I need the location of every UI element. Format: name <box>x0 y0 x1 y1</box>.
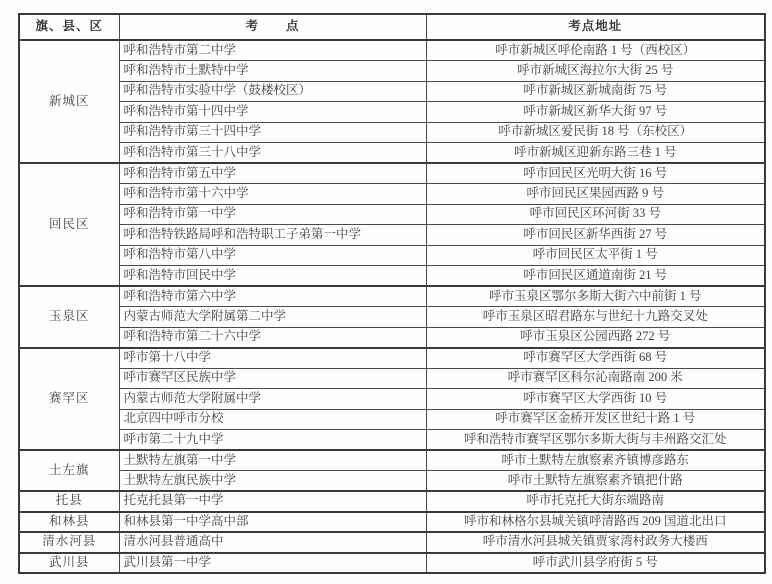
site-cell: 北京四中呼市分校 <box>119 409 426 430</box>
district-cell: 新城区 <box>19 40 119 163</box>
site-cell: 和林县第一中学高中部 <box>119 512 426 533</box>
table-row <box>19 348 765 369</box>
district-cell: 土左旗 <box>19 450 119 491</box>
site-cell: 呼和浩特市土默特中学 <box>119 61 426 82</box>
table-row <box>19 266 765 287</box>
table-row <box>19 61 765 82</box>
address-cell: 呼市新城区爱民街 18 号（东校区） <box>426 122 765 143</box>
district-cell: 和林县 <box>19 512 119 533</box>
address-cell: 呼市新城区新华大街 97 号 <box>426 102 765 123</box>
address-cell: 呼市玉泉区鄂尔多斯大街六中前街 1 号 <box>426 286 765 307</box>
address-cell: 呼市回民区光明大街 16 号 <box>426 163 765 184</box>
site-cell: 呼和浩特市第二中学 <box>119 40 426 61</box>
table-row <box>19 143 765 164</box>
site-cell: 呼和浩特市第十六中学 <box>119 184 426 205</box>
table-row <box>19 327 765 348</box>
district-cell: 托县 <box>19 491 119 512</box>
district-cell: 回民区 <box>19 163 119 286</box>
table-row <box>19 184 765 205</box>
site-cell: 呼市第十八中学 <box>119 348 426 369</box>
address-cell: 呼市回民区通道南街 21 号 <box>426 266 765 287</box>
table-row <box>19 430 765 451</box>
table-row <box>19 450 765 471</box>
address-cell: 呼市新城区新城南街 75 号 <box>426 81 765 102</box>
address-cell: 呼市赛罕区金桥开发区世纪十路 1 号 <box>426 409 765 430</box>
table-row <box>19 286 765 307</box>
site-cell: 土默特左旗民族中学 <box>119 471 426 492</box>
district-cell: 赛罕区 <box>19 348 119 451</box>
site-cell: 呼和浩特市回民中学 <box>119 266 426 287</box>
table-row <box>19 225 765 246</box>
address-cell: 呼市新城区迎新东路三巷 1 号 <box>426 143 765 164</box>
address-cell: 呼市赛罕区大学西街 68 号 <box>426 348 765 369</box>
district-cell: 清水河县 <box>19 532 119 553</box>
site-cell: 呼和浩特市实验中学（鼓楼校区） <box>119 81 426 102</box>
address-cell: 呼市土默特左旗察素齐镇博彦路东 <box>426 450 765 471</box>
header-row <box>19 14 765 40</box>
district-cell: 玉泉区 <box>19 286 119 348</box>
document-page <box>18 13 764 574</box>
site-cell: 呼和浩特市第二十六中学 <box>119 327 426 348</box>
address-cell: 呼市赛罕区科尔沁南路南 200 米 <box>426 368 765 389</box>
address-cell: 呼和浩特市赛罕区鄂尔多斯大街与丰州路交汇处 <box>426 430 765 451</box>
site-cell: 内蒙古师范大学附属第二中学 <box>119 307 426 328</box>
site-cell: 清水河县普通高中 <box>119 532 426 553</box>
table-row <box>19 307 765 328</box>
address-cell: 呼市回民区环河街 33 号 <box>426 204 765 225</box>
table-row <box>19 40 765 61</box>
address-cell: 呼市武川县学府街 5 号 <box>426 553 765 574</box>
address-cell: 呼市回民区果园西路 9 号 <box>426 184 765 205</box>
address-cell: 呼市新城区呼伦南路 1 号（西校区） <box>426 40 765 61</box>
site-cell: 呼和浩特市第三十八中学 <box>119 143 426 164</box>
site-cell: 呼和浩特市第十四中学 <box>119 102 426 123</box>
site-cell: 呼和浩特市第三十四中学 <box>119 122 426 143</box>
table-row <box>19 81 765 102</box>
address-cell: 呼市新城区海拉尔大街 25 号 <box>426 61 765 82</box>
address-cell: 呼市回民区新华西街 27 号 <box>426 225 765 246</box>
district-cell: 武川县 <box>19 553 119 574</box>
table-row <box>19 532 765 553</box>
exam-table-body <box>19 40 765 573</box>
address-cell: 呼市回民区太平街 1 号 <box>426 245 765 266</box>
site-cell: 托克托县第一中学 <box>119 491 426 512</box>
table-row <box>19 491 765 512</box>
site-cell: 呼和浩特市第六中学 <box>119 286 426 307</box>
address-cell: 呼市托克托大街东端路南 <box>426 491 765 512</box>
address-cell: 呼市土默特左旗察素齐镇把什路 <box>426 471 765 492</box>
address-cell: 呼市玉泉区昭君路东与世纪十九路交叉处 <box>426 307 765 328</box>
table-row <box>19 368 765 389</box>
site-cell: 呼和浩特市第一中学 <box>119 204 426 225</box>
site-cell: 土默特左旗第一中学 <box>119 450 426 471</box>
address-cell: 呼市赛罕区大学西街 10 号 <box>426 389 765 410</box>
site-cell: 呼和浩特市第五中学 <box>119 163 426 184</box>
site-cell: 呼和浩特市第八中学 <box>119 245 426 266</box>
site-cell: 呼市赛罕区民族中学 <box>119 368 426 389</box>
address-cell: 呼市和林格尔县城关镇呼清路西 209 国道北出口 <box>426 512 765 533</box>
table-header <box>19 14 765 40</box>
table-row <box>19 512 765 533</box>
table-row <box>19 389 765 410</box>
header-district: 旗、县、区 <box>19 14 119 40</box>
site-cell: 内蒙古师范大学附属中学 <box>119 389 426 410</box>
header-address: 考点地址 <box>426 14 765 40</box>
address-cell: 呼市清水河县城关镇贾家湾村政务大楼西 <box>426 532 765 553</box>
table-row <box>19 409 765 430</box>
table-row <box>19 163 765 184</box>
table-row <box>19 553 765 574</box>
site-cell: 呼和浩特铁路局呼和浩特职工子弟第一中学 <box>119 225 426 246</box>
table-row <box>19 471 765 492</box>
site-cell: 武川县第一中学 <box>119 553 426 574</box>
address-cell: 呼市玉泉区公园西路 272 号 <box>426 327 765 348</box>
table-row <box>19 102 765 123</box>
table-row <box>19 122 765 143</box>
exam-sites-table <box>18 13 766 574</box>
table-row <box>19 245 765 266</box>
site-cell: 呼市第二十九中学 <box>119 430 426 451</box>
table-row <box>19 204 765 225</box>
header-site: 考 点 <box>119 14 426 40</box>
